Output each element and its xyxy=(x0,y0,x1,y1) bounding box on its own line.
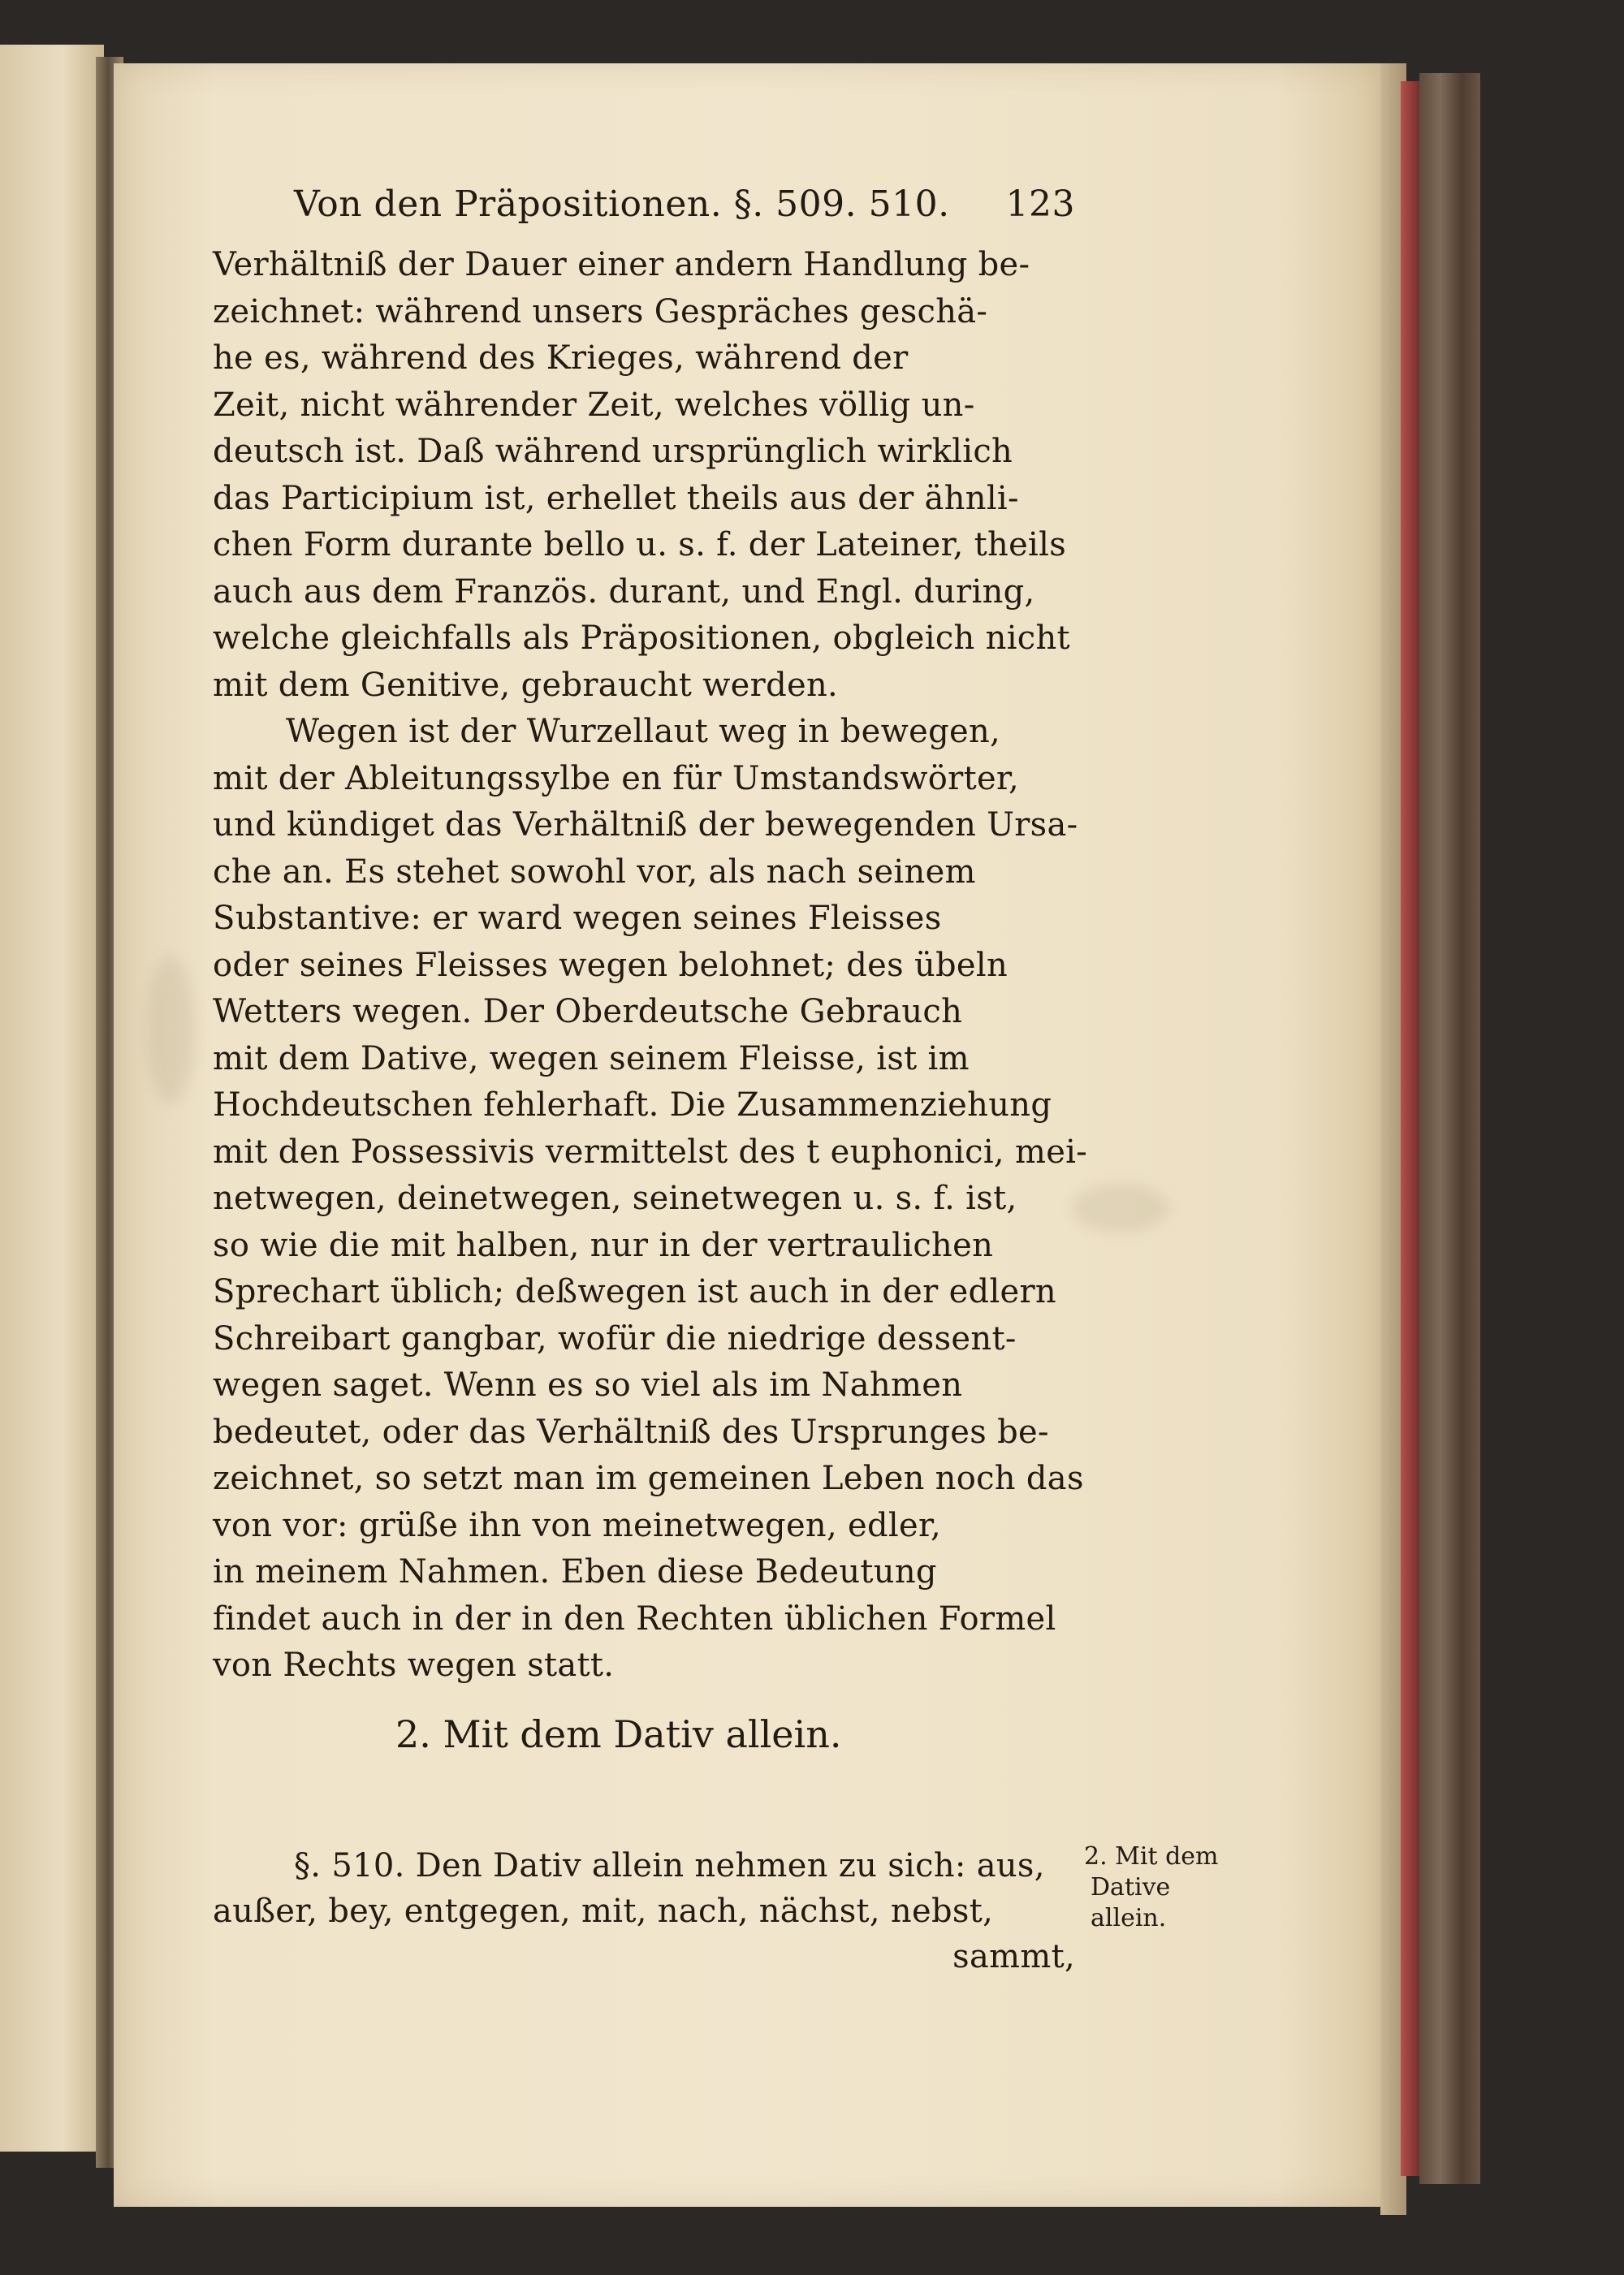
text-line: wegen saget. Wenn es so viel als im Nahmen xyxy=(213,1366,963,1404)
text-line: netwegen, deinetwegen, seinetwegen u. s. f. ist, xyxy=(213,1180,1017,1217)
text-line: mit der Ableitungssylbe en für Umstandswörter, xyxy=(213,759,1019,797)
text-line: Hochdeutschen fehlerhaft. Die Zusammenziehung xyxy=(213,1086,1052,1124)
body-paragraph xyxy=(213,242,1088,1690)
text-line: Sprechart üblich; deßwegen ist auch in der edlern xyxy=(213,1273,1056,1310)
text-line: bedeutet, oder das Verhältniß des Ursprunges be- xyxy=(213,1413,1049,1451)
margin-note xyxy=(1084,1841,1238,1934)
text-line: welche gleichfalls als Präpositionen, obgleich nicht xyxy=(213,619,1070,657)
text-line: außer, bey, entgegen, mit, nach, nächst, nebst, xyxy=(213,1893,994,1930)
margin-note-line: 2. Mit dem xyxy=(1084,1842,1219,1871)
margin-note-line: allein. xyxy=(1091,1904,1167,1932)
text-line: Substantive: er ward wegen seines Fleisses xyxy=(213,900,942,937)
running-header xyxy=(294,179,1075,231)
text-line: sammt, xyxy=(952,1938,1075,1975)
text-line: oder seines Fleisses wegen belohnet; des übeln xyxy=(213,946,1009,984)
paper-stain xyxy=(146,956,195,1103)
text-line: che an. Es stehet sowohl vor, als nach seinem xyxy=(213,853,976,891)
text-line: von vor: grüße ihn von meinetwegen, edler, xyxy=(213,1506,941,1544)
text-line: zeichnet: während unsers Gespräches geschä- xyxy=(213,292,988,330)
text-line: mit dem Genitive, gebraucht werden. xyxy=(213,666,839,704)
text-line: he es, während des Krieges, während der xyxy=(213,339,909,377)
book-cover-edge xyxy=(1419,73,1480,2184)
text-line: in meinem Nahmen. Eben diese Bedeutung xyxy=(213,1553,937,1591)
left-page-edge xyxy=(0,45,104,2152)
header-title: Von den Präpositionen. §. 509. 510. xyxy=(294,183,950,225)
text-line: Schreibart gangbar, wofür die niedrige dessent- xyxy=(213,1319,1017,1358)
paper-stain xyxy=(1072,1184,1169,1232)
text-line: §. 510. Den Dativ allein nehmen zu sich: aus, xyxy=(294,1847,1045,1884)
text-line: so wie die mit halben, nur in der vertraulichen xyxy=(213,1226,994,1264)
text-line: das Participium ist, erhellet theils aus der ähnli- xyxy=(213,479,1019,517)
text-line: Wetters wegen. Der Oberdeutsche Gebrauch xyxy=(213,993,963,1030)
text-line: Zeit, nicht währender Zeit, welches völlig un- xyxy=(213,386,975,424)
text-line: mit den Possessivis vermittelst des t euphonici, mei- xyxy=(213,1133,1088,1171)
text-line: Wegen ist der Wurzellaut weg in bewegen, xyxy=(286,713,1001,750)
text-line: zeichnet, so setzt man im gemeinen Leben noch das xyxy=(213,1460,1084,1497)
text-line: und kündiget das Verhältniß der bewegenden Ursa- xyxy=(213,806,1078,844)
section-510-paragraph xyxy=(213,1843,1075,1979)
text-line: mit dem Dative, wegen seinem Fleisse, ist im xyxy=(213,1039,970,1077)
text-line: chen Form durante bello u. s. f. der Lateiner, theils xyxy=(213,526,1067,563)
text-line: deutsch ist. Daß während ursprünglich wirklich xyxy=(213,433,1013,470)
red-page-edge xyxy=(1401,81,1421,2176)
page-number: 123 xyxy=(1005,183,1075,225)
text-line: findet auch in der in den Rechten üblichen Formel xyxy=(213,1599,1056,1638)
text-line: von Rechts wegen statt. xyxy=(213,1647,615,1684)
main-text-block xyxy=(213,179,1088,1771)
margin-note-line: Dative xyxy=(1091,1873,1171,1902)
text-line: auch aus dem Französ. durant, und Engl. during, xyxy=(213,572,1035,611)
text-line: Verhältniß der Dauer einer andern Handlung be- xyxy=(213,246,1030,283)
section-subheading: 2. Mit dem Dativ allein. xyxy=(395,1712,842,1756)
